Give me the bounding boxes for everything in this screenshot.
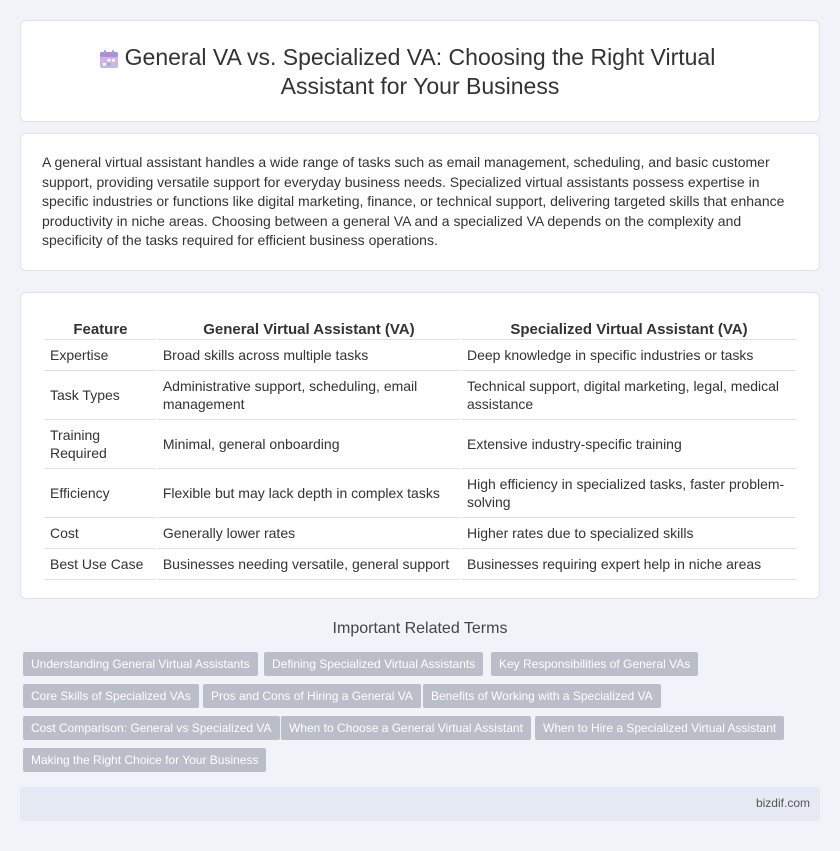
tag-benefits[interactable]: Benefits of Working with a Specialized VA: [423, 684, 661, 708]
specialized-cell: High efficiency in specialized tasks, faster problem-solving: [462, 469, 796, 518]
specialized-cell: Technical support, digital marketing, legal, medical assistance: [462, 371, 796, 420]
related-terms-heading: Important Related Terms: [332, 620, 508, 637]
tag-pros-cons[interactable]: Pros and Cons of Hiring a General VA: [203, 684, 421, 708]
tag-when-hire-specialized[interactable]: When to Hire a Specialized Virtual Assistant: [535, 716, 784, 740]
header-card: [20, 20, 820, 122]
tag-understanding-general-vas[interactable]: Understanding General Virtual Assistants: [23, 652, 258, 676]
table-row: [45, 340, 796, 371]
general-cell: Broad skills across multiple tasks: [158, 340, 460, 371]
specialized-cell: Businesses requiring expert help in niche areas: [462, 549, 796, 580]
feature-cell: Cost: [45, 518, 156, 549]
tag-when-choose-general[interactable]: When to Choose a General Virtual Assistant: [281, 716, 531, 740]
footer: [20, 787, 820, 821]
table-row: [45, 420, 796, 469]
tag-making-right-choice[interactable]: Making the Right Choice for Your Business: [23, 748, 266, 772]
intro-card: [20, 133, 820, 271]
table-header-row: [45, 315, 796, 340]
feature-cell: Task Types: [45, 371, 156, 420]
specialized-cell: Extensive industry-specific training: [462, 420, 796, 469]
header-general-va: General Virtual Assistant (VA): [158, 315, 460, 340]
feature-cell: Best Use Case: [45, 549, 156, 580]
comparison-table-card: [20, 292, 820, 599]
header-feature: Feature: [45, 315, 156, 340]
tag-key-responsibilities[interactable]: Key Responsibilities of General VAs: [491, 652, 698, 676]
general-cell: Generally lower rates: [158, 518, 460, 549]
comparison-table: [43, 315, 798, 580]
table-row: [45, 371, 796, 420]
feature-cell: Expertise: [45, 340, 156, 371]
table-row: [45, 469, 796, 518]
tag-cost-comparison[interactable]: Cost Comparison: General vs Specialized VA: [23, 716, 280, 740]
general-cell: Businesses needing versatile, general support: [158, 549, 460, 580]
table-row: [45, 518, 796, 549]
specialized-cell: Higher rates due to specialized skills: [462, 518, 796, 549]
feature-cell: Efficiency: [45, 469, 156, 518]
feature-cell: Training Required: [45, 420, 156, 469]
tag-core-skills[interactable]: Core Skills of Specialized VAs: [23, 684, 199, 708]
site-link[interactable]: bizdif.com: [755, 796, 810, 810]
tag-defining-specialized-vas[interactable]: Defining Specialized Virtual Assistants: [264, 652, 483, 676]
header-specialized-va: Specialized Virtual Assistant (VA): [462, 315, 796, 340]
table-row: [45, 549, 796, 580]
general-cell: Minimal, general onboarding: [158, 420, 460, 469]
specialized-cell: Deep knowledge in specific industries or tasks: [462, 340, 796, 371]
general-cell: Administrative support, scheduling, email management: [158, 371, 460, 420]
intro-paragraph: A general virtual assistant handles a wide range of tasks such as email management, scheduling, and basic customer support, providing versatile support for everyday business needs. Specialized virtual assistants possess expertise in specific industries or functions like digital marketing, finance, or technical support, delivering targeted skills that enhance productivity in niche areas. Choosing between a general VA and a specialized VA depends on the complexity and specificity of the tasks required for efficient business operations.: [42, 154, 785, 249]
page-title: General VA vs. Specialized VA: Choosing the Right Virtual Assistant for Your Business: [124, 44, 716, 99]
general-cell: Flexible but may lack depth in complex tasks: [158, 469, 460, 518]
